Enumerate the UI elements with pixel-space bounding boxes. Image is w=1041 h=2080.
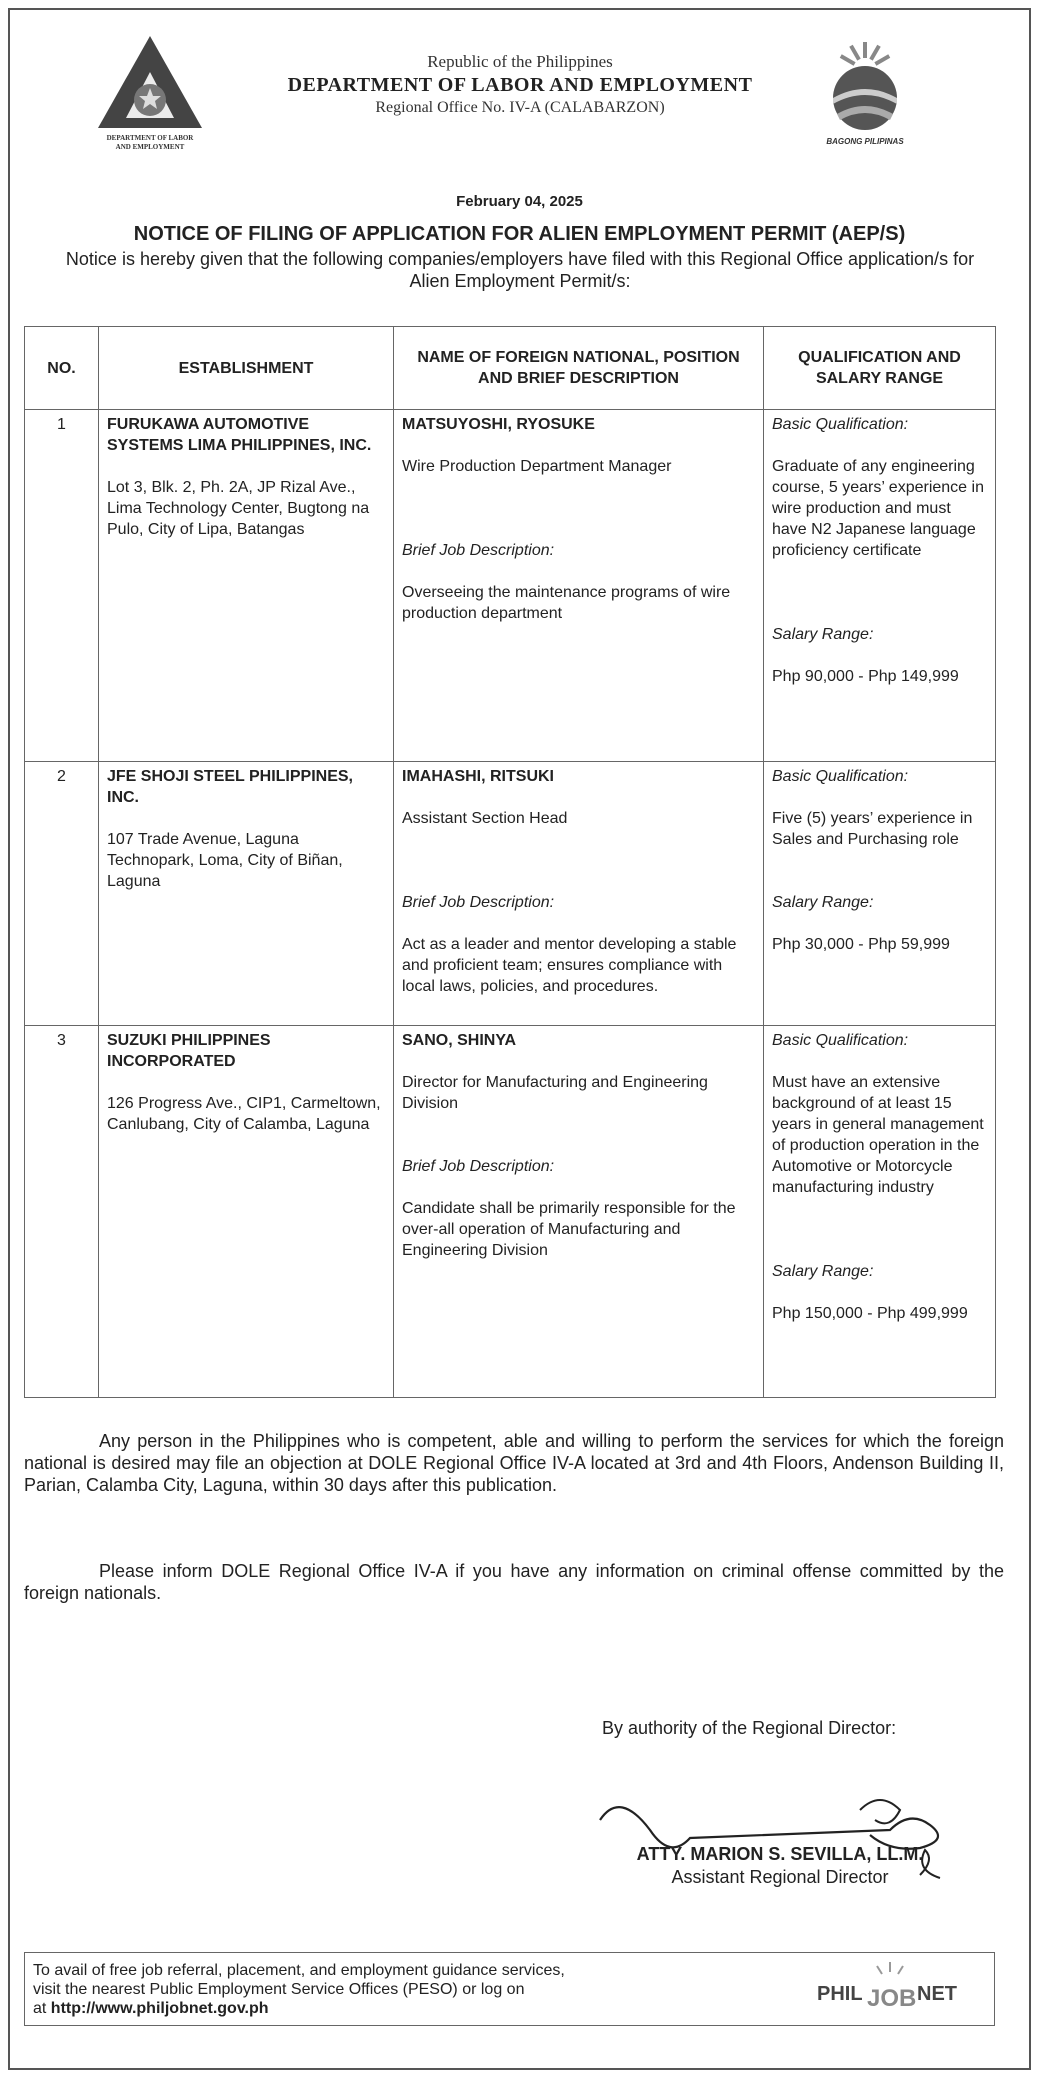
signer-title: Assistant Regional Director [671, 1867, 889, 1887]
qualification-cell [764, 1026, 996, 1398]
establishment-address: 126 Progress Ave., CIP1, Carmeltown, Canlubang, City of Calamba, Laguna [107, 1095, 381, 1133]
signer-name: ATTY. MARION S. SEVILLA, LL.M. [636, 1844, 924, 1864]
authority-line: By authority of the Regional Director: [602, 1718, 897, 1738]
foreign-national-cell [394, 762, 764, 1026]
qualification-text: Graduate of any engineering course, 5 years’ experience in wire production and must have N2 Japanese language proficiency certificate [772, 458, 984, 559]
footer-at: at [33, 2000, 47, 2017]
job-description: Act as a leader and mentor developing a stable and proficient team; ensures compliance with local laws, policies, and procedures. [402, 936, 737, 995]
footer-line-1: To avail of free job referral, placement, and employment guidance services, [33, 1962, 565, 1979]
objection-text: Any person in the Philippines who is competent, able and willing to perform the services for which the foreign national is desired may file an objection at DOLE Regional Office IV-A located at 3rd and 4th Floors, Andenson Building II, Parian, Calamba City, Laguna, within 30 days after this publication. [24, 1431, 1004, 1495]
inform-paragraph [24, 1560, 1004, 1604]
basic-qualification-label: Basic Qualification: [772, 416, 909, 433]
footer-text [33, 1961, 565, 2018]
establishment-address: 107 Trade Avenue, Laguna Technopark, Loma, City of Biñan, Laguna [107, 831, 343, 890]
department-name: DEPARTMENT OF LABOR AND EMPLOYMENT [287, 74, 753, 96]
basic-qualification-label: Basic Qualification: [772, 768, 909, 785]
header-foreign-national: NAME OF FOREIGN NATIONAL, POSITION AND BRIEF DESCRIPTION [394, 327, 764, 410]
footer-line-3 [33, 1999, 565, 2018]
table-header-row [25, 327, 996, 410]
dole-logo-text-2: AND EMPLOYMENT [115, 143, 185, 151]
establishment-cell [99, 410, 394, 762]
job-description: Candidate shall be primarily responsible for the over-all operation of Manufacturing and Engineering Division [402, 1200, 736, 1259]
brief-description-label: Brief Job Description: [402, 542, 555, 559]
salary-range-label: Salary Range: [772, 1263, 874, 1280]
foreign-national-name: MATSUYOSHI, RYOSUKE [402, 416, 595, 433]
footer-box [24, 1952, 995, 2026]
row-number: 2 [25, 762, 99, 1026]
letterhead [10, 10, 1029, 170]
notice-intro: Notice is hereby given that the following companies/employers have filed with this Regional Office application/s for Alien Employment Permit/s: [65, 249, 975, 291]
position: Assistant Section Head [402, 810, 568, 827]
qualification-text: Five (5) years’ experience in Sales and Purchasing role [772, 810, 973, 848]
header-no: NO. [25, 327, 99, 410]
pj-logo-mid: JOB [867, 1985, 917, 2012]
position: Wire Production Department Manager [402, 458, 672, 475]
philjobnet-logo-icon [815, 1958, 965, 2020]
brief-description-label: Brief Job Description: [402, 1158, 555, 1175]
establishment-name: FURUKAWA AUTOMOTIVE SYSTEMS LIMA PHILIPPINES, INC. [107, 416, 372, 454]
pj-logo-left: PHIL [817, 1983, 863, 2005]
row-number: 1 [25, 410, 99, 762]
aep-table [24, 326, 996, 1398]
notice-date: February 04, 2025 [456, 193, 583, 210]
qualification-cell [764, 410, 996, 762]
dole-logo-text-1: DEPARTMENT OF LABOR [106, 134, 194, 142]
qualification-cell [764, 762, 996, 1026]
foreign-national-name: IMAHASHI, RITSUKI [402, 768, 554, 785]
notice-title: NOTICE OF FILING OF APPLICATION FOR ALIEN EMPLOYMENT PERMIT (AEP/S) [133, 223, 906, 245]
establishment-name: JFE SHOJI STEEL PHILIPPINES, INC. [107, 768, 353, 806]
letterhead-text [260, 52, 780, 117]
bagong-pilipinas-logo-icon [810, 40, 920, 150]
inform-text: Please inform DOLE Regional Office IV-A if you have any information on criminal offense committed by the foreign nationals. [24, 1561, 1004, 1603]
header-establishment: ESTABLISHMENT [99, 327, 394, 410]
salary-range: Php 150,000 - Php 499,999 [772, 1305, 968, 1322]
salary-range-label: Salary Range: [772, 626, 874, 643]
salary-range: Php 90,000 - Php 149,999 [772, 668, 959, 685]
footer-line-2: visit the nearest Public Employment Service Offices (PESO) or log on [33, 1981, 525, 1998]
foreign-national-name: SANO, SHINYA [402, 1032, 517, 1049]
foreign-national-cell [394, 1026, 764, 1398]
table-row [25, 1026, 996, 1398]
objection-paragraph [24, 1430, 1004, 1496]
philjobnet-link[interactable]: http://www.philjobnet.gov.ph [50, 2000, 269, 2017]
bp-logo-text: BAGONG PILIPINAS [826, 137, 904, 146]
salary-range-label: Salary Range: [772, 894, 874, 911]
dole-seal-icon [90, 32, 210, 152]
establishment-cell [99, 1026, 394, 1398]
notice-page [8, 8, 1031, 2070]
republic-label: Republic of the Philippines [427, 52, 613, 71]
qualification-text: Must have an extensive background of at least 15 years in general management of production operation in the Automotive or Motorcycle manufacturing industry [772, 1074, 984, 1196]
establishment-name: SUZUKI PHILIPPINES INCORPORATED [107, 1032, 271, 1070]
job-description: Overseeing the maintenance programs of wire production department [402, 584, 731, 622]
regional-office: Regional Office No. IV-A (CALABARZON) [375, 99, 665, 116]
table-row [25, 410, 996, 762]
establishment-address: Lot 3, Blk. 2, Ph. 2A, JP Rizal Ave., Lima Technology Center, Bugtong na Pulo, City of Lipa, Batangas [107, 479, 370, 538]
basic-qualification-label: Basic Qualification: [772, 1032, 909, 1049]
position: Director for Manufacturing and Engineering Division [402, 1074, 708, 1112]
establishment-cell [99, 762, 394, 1026]
table-row [25, 762, 996, 1026]
header-qualification: QUALIFICATION AND SALARY RANGE [764, 327, 996, 410]
pj-logo-right: NET [917, 1983, 957, 2005]
brief-description-label: Brief Job Description: [402, 894, 555, 911]
row-number: 3 [25, 1026, 99, 1398]
signer-block [600, 1843, 960, 1889]
salary-range: Php 30,000 - Php 59,999 [772, 936, 950, 953]
foreign-national-cell [394, 410, 764, 762]
